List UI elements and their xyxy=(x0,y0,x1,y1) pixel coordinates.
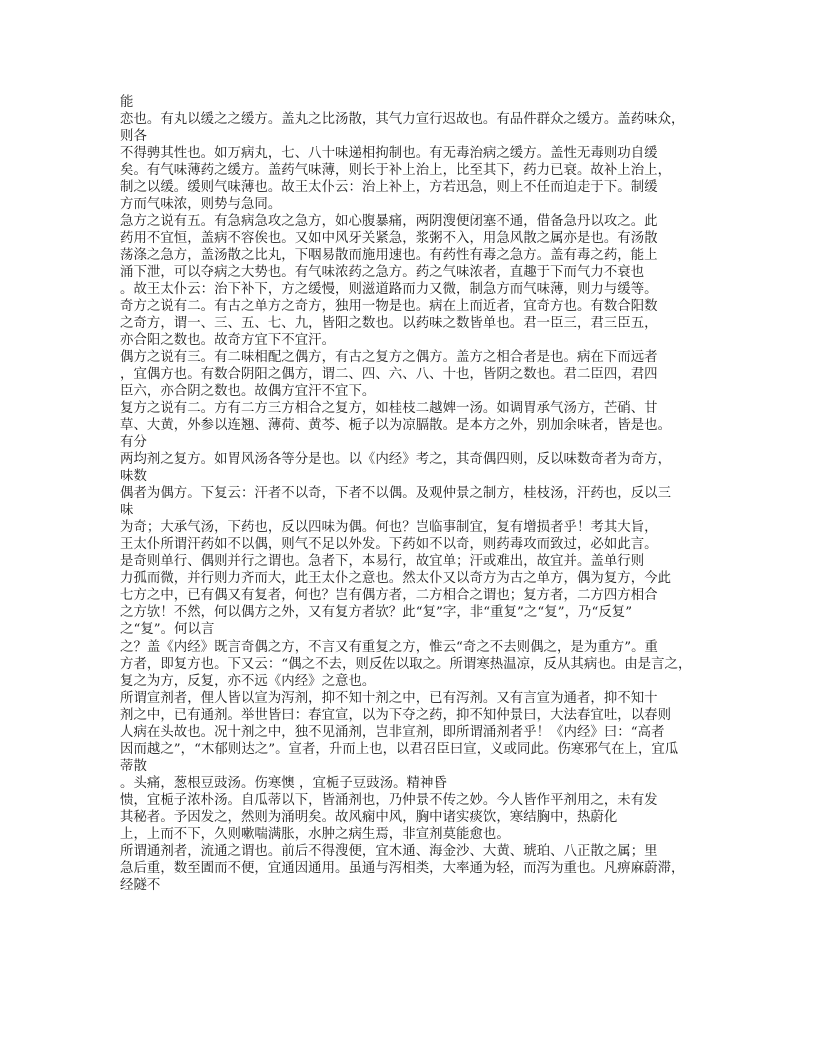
text-line: 之方欤！不然，何以偶方之外，又有复方者欤？此“复”字，非“重复”之“复”，乃“反复” xyxy=(120,605,633,621)
text-line: 则各 xyxy=(120,129,147,145)
text-line: ，宜偶方也。有数合阴阳之偶方，谓二、四、六、八、十也，皆阴之数也。君二臣四，君四 xyxy=(120,367,658,383)
text-line: 恋也。有丸以缓之之缓方。盖丸之比汤散，其气力宣行迟故也。有品件群众之缓方。盖药味众， xyxy=(120,112,685,128)
text-line: 因而越之”，“木郁则达之”。宣者，升而上也，以君召臣曰宣，义或同此。伤寒邪气在上，宜瓜 xyxy=(120,741,679,757)
text-line: 蒂散 xyxy=(120,758,147,774)
text-line: 愦，宜栀子浓朴汤。自瓜蒂以下，皆涌剂也，乃仲景不传之妙。今人皆作平剂用之，未有发 xyxy=(120,792,658,808)
text-line: 荡涤之急方，盖汤散之比丸，下咽易散而施用速也。有药性有毒之急方。盖有毒之药，能上 xyxy=(120,248,658,264)
text-line xyxy=(120,894,700,911)
text-line: 王太仆所谓汗药如不以偶，则气不足以外发。下药如不以奇，则药毒攻而致过，必如此言。 xyxy=(120,537,658,553)
text-line: 所谓通剂者，流通之谓也。前后不得溲便，宜木通、海金沙、大黄、琥珀、八正散之属；里 xyxy=(120,843,658,859)
text-line: 。头痛，葱根豆豉汤。伤寒懊 ，宜栀子豆豉汤。精神昏 xyxy=(120,775,447,791)
text-line: 其秘者。予因发之，然则为涌明矣。故风痫中风，胸中诸实痰饮，寒结胸中，热蔚化 xyxy=(120,809,618,825)
text-line: 急方之说有五。有急病急攻之急方，如心腹暴痛，两阴溲便闭塞不通，借备急丹以攻之。此 xyxy=(120,214,658,230)
text-line: 不得骋其性也。如万病丸，七、八十味递相拘制也。有无毒治病之缓方。盖性无毒则功自缓 xyxy=(120,146,658,162)
text-line: 方者，即复方也。下又云：“偶之不去，则反佐以取之。所谓寒热温凉，反从其病也。由是言之， xyxy=(120,656,692,672)
text-line: 能 xyxy=(120,95,134,110)
text-line: 力孤而微，并行则力齐而大，此王太仆之意也。然太仆又以奇方为古之单方，偶为复方，今此 xyxy=(120,571,672,587)
text-line: 所谓宣剂者，俚人皆以宣为泻剂，抑不知十剂之中，已有泻剂。又有言宣为通者，抑不知十 xyxy=(120,690,658,706)
text-line: 偶方之说有三。有二味相配之偶方，有古之复方之偶方。盖方之相合者是也。病在下而远者 xyxy=(120,350,658,366)
text-line: 之奇方，谓一、三、五、七、九，皆阳之数也。以药味之数皆单也。君一臣三，君三臣五， xyxy=(120,316,658,332)
text-line: 有分 xyxy=(120,435,147,451)
text-line: 味 xyxy=(120,503,134,519)
text-line: 亦合阳之数也。故奇方宜下不宜汗。 xyxy=(120,333,336,349)
text-line: 急后重，数至圊而不便，宜通因通用。虽通与泻相类，大率通为轻，而泻为重也。凡痹麻蔚滞， xyxy=(120,860,685,876)
text-line: 。故王太仆云：治下补下，方之缓慢，则滋道路而力又微，制急方而气味薄，则力与缓等。 xyxy=(120,282,658,298)
text-line: 之“复”。何以言 xyxy=(120,622,215,638)
text-line: 奇方之说有二。有古之单方之奇方，独用一物是也。病在上而近者，宜奇方也。有数合阳数 xyxy=(120,299,658,315)
text-line: 草、大黄，外参以连翘、薄荷、黄芩、栀子以为凉膈散。是本方之外，别加余味者，皆是也。 xyxy=(120,418,672,434)
text-line: 矣。有气味薄药之缓方。盖药气味薄，则长于补上治上，比至其下，药力已衰。故补上治上， xyxy=(120,163,672,179)
text-line: 涌下泄，可以夺病之大势也。有气味浓药之急方。药之气味浓者，直趣于下而气力不衰也 xyxy=(120,265,645,281)
text-line: 药用不宜恒，盖病不容俟也。又如中风牙关紧急，浆粥不入，用急风散之属亦是也。有汤散 xyxy=(120,231,658,247)
body-text xyxy=(120,94,700,911)
text-line: 方而气味浓，则势与急同。 xyxy=(120,197,282,213)
text-line: 两均剂之复方。如胃风汤各等分是也。以《内经》考之，其奇偶四则，反以味数奇者为奇方， xyxy=(120,452,672,468)
text-line: 之？盖《内经》既言奇偶之方，不言又有重复之方，惟云“奇之不去则偶之，是为重方”。重 xyxy=(120,639,658,655)
text-line: 复之为方，反复，亦不远《内经》之意也。 xyxy=(120,673,376,689)
text-line: 经隧不 xyxy=(120,877,161,893)
text-line: 七方之中，已有偶又有复者，何也？岂有偶方者，二方相合之谓也；复方者，二方四方相合 xyxy=(120,588,658,604)
text-line: 剂之中，已有通剂。举世皆曰：春宜宣，以为下夺之药，抑不知仲景曰，大法春宜吐，以春则 xyxy=(120,707,672,723)
text-line: 偶者为偶方。下复云：汗者不以奇，下者不以偶。及观仲景之制方，桂枝汤，汗药也，反以三 xyxy=(120,486,672,502)
text-line: 臣六，亦合阴之数也。故偶方宜汗不宜下。 xyxy=(120,384,376,400)
text-line: 上，上而不下，久则嗽喘满胀，水肿之病生焉，非宣剂莫能愈也。 xyxy=(120,826,510,842)
text-line: 为奇；大承气汤，下药也，反以四味为偶。何也？岂临事制宜，复有增损者乎！考其大旨， xyxy=(120,520,658,536)
text-line: 人病在头故也。况十剂之中，独不见涌剂，岂非宣剂，即所谓涌剂者乎！《内经》曰：“高者 xyxy=(120,724,665,740)
text-line: 复方之说有二。方有二方三方相合之复方，如桂枝二越婢一汤。如调胃承气汤方，芒硝、甘 xyxy=(120,401,658,417)
text-line: 味数 xyxy=(120,469,147,485)
text-line: 是奇则单行、偶则并行之谓也。急者下，本易行，故宜单；汗或难出，故宜并。盖单行则 xyxy=(120,554,645,570)
text-line: 制之以缓。缓则气味薄也。故王太仆云：治上补上，方若迅急，则上不任而迫走于下。制缓 xyxy=(120,180,658,196)
